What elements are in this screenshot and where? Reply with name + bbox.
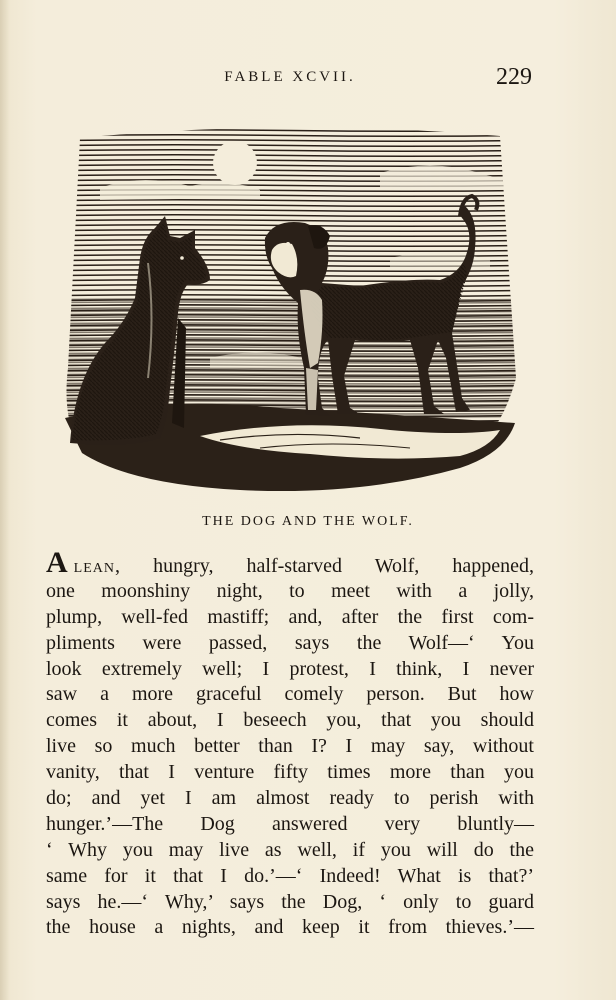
text-line-2: one moonshiny night, to meet with a jolly, [46,579,534,602]
text-line-5: look extremely well; I protest, I think, I never [46,657,534,680]
text-line-6: saw a more graceful comely person. But how [46,683,534,706]
text-line-1 [46,546,534,579]
page-edge-shadow [0,0,10,1000]
drop-cap: A [46,546,68,579]
text-line-15: the house a nights, and keep it from thieves.’— [46,916,534,939]
first-line-rest: , hungry, half-starved Wolf, happened, [115,555,534,577]
first-word-smallcaps: lean [73,555,115,577]
illustration-caption: THE DOG AND THE WOLF. [202,514,414,529]
text-line-13: same for it that I do.’—‘ Indeed! What is that?’ [46,864,534,887]
engraving-illustration [60,118,522,498]
page-header [0,64,616,94]
text-line-11: hunger.’—The Dog answered very bluntly— [46,812,534,835]
text-line-12: ‘ Why you may live as well, if you will do the [46,838,534,861]
text-line-8: live so much better than I? I may say, without [46,735,534,758]
fable-text [46,546,534,941]
text-line-10: do; and yet I am almost ready to perish with [46,787,534,810]
text-line-3: plump, well-fed mastiff; and, after the first com- [46,605,534,628]
wood-engraving-dog-and-wolf-icon [60,118,522,498]
running-head: FABLE XCVII. [224,69,356,85]
text-line-7: comes it about, I beseech you, that you should [46,709,534,732]
page-number: 229 [496,64,532,90]
text-line-9: vanity, that I venture fifty times more than you [46,761,534,784]
text-line-14: says he.—‘ Why,’ says the Dog, ‘ only to guard [46,890,534,913]
text-line-4: pliments were passed, says the Wolf—‘ You [46,631,534,654]
